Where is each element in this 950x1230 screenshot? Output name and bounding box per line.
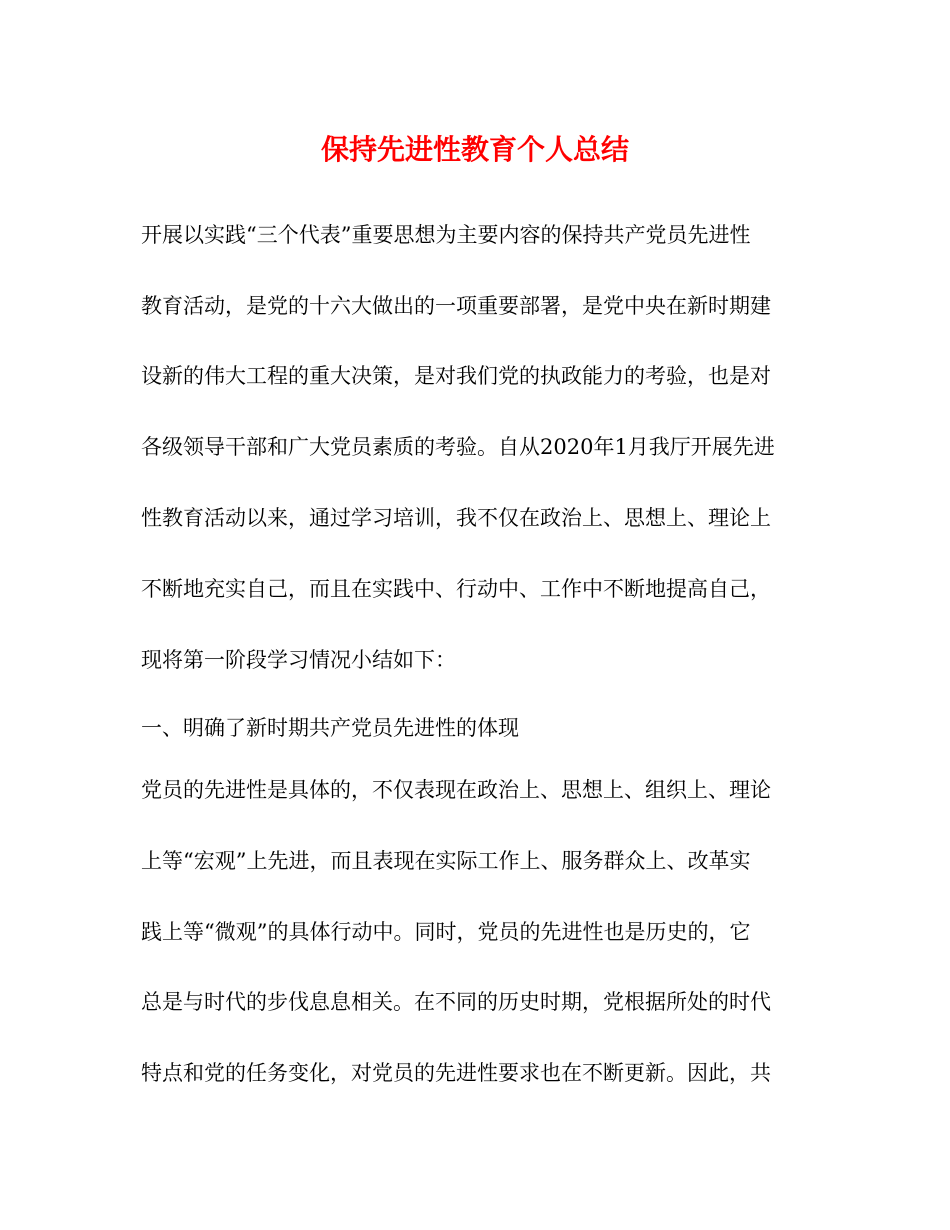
section-heading: 一、明确了新时期共产党员先进性的体现 <box>141 716 519 740</box>
body-line: 总是与时代的步伐息息相关。在不同的历史时期，党根据所处的时代 <box>141 990 771 1014</box>
body-line: 现将第一阶段学习情况小结如下： <box>141 648 456 672</box>
body-line: 践上等“微观”的具体行动中。同时，党员的先进性也是历史的，它 <box>141 920 751 944</box>
body-line: 各级领导干部和广大党员素质的考验。自从2020年1月我厅开展先进 <box>141 435 775 459</box>
body-line: 特点和党的任务变化，对党员的先进性要求也在不断更新。因此，共 <box>141 1061 771 1085</box>
body-line: 性教育活动以来，通过学习培训，我不仅在政治上、思想上、理论上 <box>141 506 771 530</box>
document-title: 保持先进性教育个人总结 <box>320 133 629 166</box>
body-line: 开展以实践“三个代表”重要思想为主要内容的保持共产党员先进性 <box>141 223 751 247</box>
body-line: 党员的先进性是具体的，不仅表现在政治上、思想上、组织上、理论 <box>141 778 771 802</box>
body-line: 设新的伟大工程的重大决策，是对我们党的执政能力的考验，也是对 <box>141 364 771 388</box>
body-line: 教育活动，是党的十六大做出的一项重要部署，是党中央在新时期建 <box>141 294 771 318</box>
body-line: 不断地充实自己，而且在实践中、行动中、工作中不断地提高自己， <box>141 577 771 601</box>
body-line: 上等“宏观”上先进，而且表现在实际工作上、服务群众上、改革实 <box>141 849 751 873</box>
